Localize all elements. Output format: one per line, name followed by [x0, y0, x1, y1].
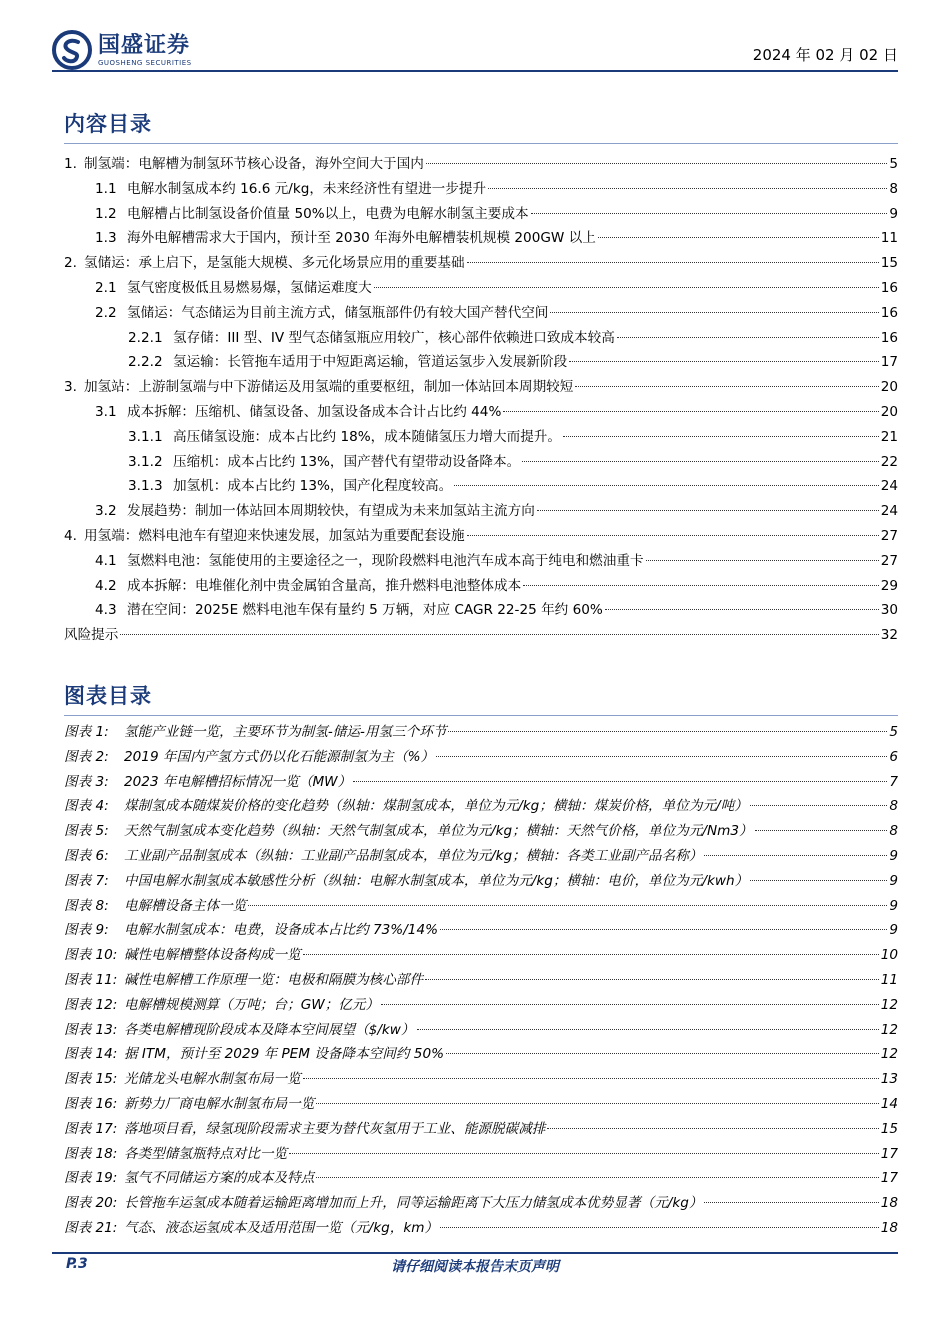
entry-page: 11: [880, 230, 898, 247]
entry-title: 氢运输：长管拖车适用于中短距离运输，管道运氢步入发展新阶段: [173, 354, 568, 371]
dot-leader: [575, 385, 878, 387]
dot-leader: [417, 1028, 879, 1030]
entry-page: 9: [889, 922, 898, 939]
entry-title: 光储龙头电解水制氢布局一览: [124, 1071, 301, 1088]
toc-entry[interactable]: [64, 598, 898, 623]
entry-number: 图表 10:: [64, 947, 118, 964]
figures-list: [64, 720, 898, 1241]
entry-number: 图表 3:: [64, 773, 109, 790]
entry-title: 中国电解水制氢成本敏感性分析（纵轴：电解水制氢成本，单位为元/kg；横轴：电价，单位为元/kwh）: [124, 872, 749, 889]
entry-page: 17: [880, 354, 898, 371]
dot-leader: [303, 1077, 879, 1079]
entry-page: 16: [880, 329, 898, 346]
toc-entry[interactable]: [64, 375, 898, 400]
entry-page: 12: [880, 1021, 898, 1038]
figure-entry[interactable]: [64, 1166, 898, 1191]
toc-title-divider: [64, 143, 898, 144]
entry-page: 20: [880, 379, 898, 396]
toc-entry[interactable]: [64, 177, 898, 202]
entry-page: 15: [880, 1120, 898, 1137]
entry-title: 潜在空间：2025E 燃料电池车保有量约 5 万辆，对应 CAGR 22-25 年约 60%: [127, 602, 603, 619]
figure-entry[interactable]: [64, 918, 898, 943]
figure-entry[interactable]: [64, 1142, 898, 1167]
entry-number: 图表 1:: [64, 724, 109, 740]
dot-leader: [646, 559, 879, 561]
toc-entry[interactable]: [64, 251, 898, 276]
entry-number: 图表 14:: [64, 1046, 118, 1063]
entry-title: 电解槽规模测算（万吨；台；GW；亿元）: [124, 996, 380, 1013]
dot-leader: [617, 336, 879, 338]
toc-entry[interactable]: [64, 301, 898, 326]
dot-leader: [750, 879, 887, 881]
entry-page: 30: [880, 602, 898, 619]
entry-title: 用氢端：燃料电池车有望迎来快速发展，加氢站为重要配套设施: [84, 527, 465, 544]
figure-entry[interactable]: [64, 745, 898, 770]
entry-title: 成本拆解：电堆催化剂中贵金属铂含量高，推升燃料电池整体成本: [127, 577, 522, 594]
dot-leader: [381, 1003, 879, 1005]
entry-number: 图表 17:: [64, 1120, 118, 1137]
entry-page: 5: [889, 156, 898, 172]
dot-leader: [537, 509, 879, 511]
entry-page: 22: [880, 453, 898, 470]
entry-page: 24: [880, 503, 898, 520]
entry-title: 海外电解槽需求大于国内，预计至 2030 年海外电解槽装机规模 200GW 以上: [127, 230, 596, 247]
entry-number: 4.: [64, 527, 77, 544]
entry-title: 新势力厂商电解水制氢布局一览: [124, 1095, 315, 1112]
entry-page: 8: [889, 823, 898, 840]
entry-page: 20: [880, 403, 898, 420]
entry-title: 发展趋势：制加一体站回本周期较快，有望成为未来加氢站主流方向: [127, 503, 535, 520]
dot-leader: [523, 584, 878, 586]
toc-entry[interactable]: [64, 574, 898, 599]
entry-number: 图表 2:: [64, 748, 109, 765]
entry-number: 图表 7:: [64, 872, 109, 889]
dot-leader: [120, 633, 878, 635]
entry-number: 4.3: [95, 602, 117, 619]
dot-leader: [316, 1102, 878, 1104]
dot-leader: [704, 854, 887, 856]
figure-entry[interactable]: [64, 844, 898, 869]
entry-number: 4.1: [95, 552, 117, 569]
toc-title: 内容目录: [64, 112, 152, 136]
entry-title: 电解槽占比制氢设备价值量 50%以上，电费为电解水制氢主要成本: [127, 205, 529, 222]
entry-number: 4.2: [95, 577, 117, 594]
entry-title: 压缩机：成本占比约 13%，国产替代有望带动设备降本。: [173, 453, 521, 470]
figure-entry[interactable]: [64, 1092, 898, 1117]
entry-page: 10: [880, 947, 898, 964]
toc-entry[interactable]: [64, 524, 898, 549]
entry-title: 成本拆解：压缩机、储氢设备、加氢设备成本合计占比约 44%: [127, 403, 502, 420]
figure-entry[interactable]: [64, 819, 898, 844]
toc-entry[interactable]: [64, 152, 898, 177]
dot-leader: [467, 261, 879, 263]
entry-title: 2019 年国内产氢方式仍以化石能源制氢为主（%）: [124, 748, 435, 765]
figures-title-divider: [64, 715, 898, 716]
entry-number: 图表 13:: [64, 1021, 118, 1038]
entry-title: 氢能产业链一览，主要环节为制氢-储运-用氢三个环节: [124, 724, 447, 740]
dot-leader: [569, 360, 878, 362]
company-logo: [52, 30, 192, 70]
entry-page: 13: [880, 1071, 898, 1088]
entry-title: 氢燃料电池：氢能使用的主要途径之一，现阶段燃料电池汽车成本高于纯电和燃油重卡: [127, 552, 644, 569]
entry-title: 氢气不同储运方案的成本及特点: [124, 1170, 315, 1187]
dot-leader: [436, 755, 887, 757]
entry-page: 17: [880, 1145, 898, 1162]
entry-page: 21: [880, 428, 898, 445]
entry-page: 18: [880, 1219, 898, 1236]
toc-entry[interactable]: [64, 623, 898, 648]
entry-number: 图表 12:: [64, 996, 118, 1013]
guosheng-logo-icon: [52, 30, 92, 70]
entry-title: 加氢机：成本占比约 13%，国产化程度较高。: [173, 478, 453, 495]
entry-title: 落地项目看，绿氢现阶段需求主要为替代灰氢用于工业、能源脱碳减排: [124, 1120, 546, 1137]
company-name-cn: 国盛证券: [98, 32, 191, 58]
entry-page: 17: [880, 1170, 898, 1187]
entry-page: 16: [880, 279, 898, 296]
dot-leader: [531, 212, 888, 214]
entry-title: 风险提示: [64, 627, 119, 644]
dot-leader: [448, 730, 887, 732]
figure-entry[interactable]: [64, 770, 898, 795]
entry-page: 7: [889, 773, 898, 790]
entry-number: 图表 15:: [64, 1071, 118, 1088]
entry-number: 3.1.1: [128, 428, 163, 445]
entry-page: 11: [880, 971, 898, 988]
report-date: 2024 年 02 月 02 日: [752, 46, 898, 64]
entry-number: 3.2: [95, 503, 117, 520]
toc-entry[interactable]: [64, 276, 898, 301]
dot-leader: [605, 608, 879, 610]
entry-page: 12: [880, 1046, 898, 1063]
entry-title: 据 ITM，预计至 2029 年 PEM 设备降本空间约 50%: [124, 1046, 445, 1063]
toc-entry[interactable]: [64, 326, 898, 351]
entry-page: 29: [880, 577, 898, 594]
entry-number: 2.2.2: [128, 354, 163, 371]
dot-leader: [755, 829, 888, 831]
entry-page: 27: [880, 552, 898, 569]
company-name-en: GUOSHENG SECURITIES: [98, 58, 192, 67]
entry-page: 6: [889, 748, 898, 765]
entry-number: 图表 9:: [64, 922, 109, 939]
entry-title: 制氢端：电解槽为制氢环节核心设备，海外空间大于国内: [84, 156, 424, 172]
entry-title: 各类电解槽现阶段成本及降本空间展望（$/kw）: [124, 1021, 415, 1038]
toc-entry[interactable]: [64, 474, 898, 499]
figure-entry[interactable]: [64, 943, 898, 968]
entry-number: 图表 16:: [64, 1095, 118, 1112]
entry-page: 14: [880, 1095, 898, 1112]
entry-number: 3.1: [95, 403, 117, 420]
toc-entry[interactable]: [64, 350, 898, 375]
entry-number: 图表 18:: [64, 1145, 118, 1162]
toc-entry[interactable]: [64, 425, 898, 450]
entry-page: 8: [889, 798, 898, 815]
entry-title: 天然气制氢成本变化趋势（纵轴：天然气制氢成本，单位为元/kg；横轴：天然气价格，单位为元/Nm3）: [124, 823, 753, 840]
entry-page: 15: [880, 255, 898, 272]
dot-leader: [503, 410, 878, 412]
dot-leader: [425, 978, 879, 980]
entry-title: 氢储运：气态储运为目前主流方式，储氢瓶部件仍有较大国产替代空间: [127, 304, 549, 321]
figure-entry[interactable]: [64, 1042, 898, 1067]
page-number: P.3: [66, 1256, 88, 1272]
toc-entry[interactable]: [64, 450, 898, 475]
figure-entry[interactable]: [64, 1117, 898, 1142]
figure-entry[interactable]: [64, 1191, 898, 1216]
entry-title: 氢储运：承上启下，是氢能大规模、多元化场景应用的重要基础: [84, 255, 465, 272]
entry-number: 图表 5:: [64, 823, 109, 840]
entry-page: 5: [889, 724, 898, 740]
entry-number: 2.1: [95, 279, 117, 296]
entry-number: 图表 20:: [64, 1195, 118, 1212]
entry-title: 氢气密度极低且易燃易爆，氢储运难度大: [127, 279, 372, 296]
page-header: [52, 28, 898, 72]
entry-number: 1.2: [95, 205, 117, 222]
entry-title: 碱性电解槽整体设备构成一览: [124, 947, 301, 964]
entry-title: 电解水制氢成本：电费，设备成本占比约 73%/14%: [124, 922, 439, 939]
dot-leader: [248, 904, 887, 906]
dot-leader: [289, 1152, 879, 1154]
entry-title: 电解水制氢成本约 16.6 元/kg，未来经济性有望进一步提升: [127, 180, 487, 197]
toc-entry[interactable]: [64, 400, 898, 425]
dot-leader: [467, 534, 879, 536]
entry-title: 气态、液态运氢成本及适用范围一览（元/kg，km）: [124, 1219, 439, 1236]
entry-title: 碱性电解槽工作原理一览：电极和隔膜为核心部件: [124, 971, 424, 988]
toc-entry[interactable]: [64, 202, 898, 227]
toc-entry[interactable]: [64, 549, 898, 574]
dot-leader: [440, 1226, 879, 1228]
dot-leader: [550, 311, 878, 313]
figure-entry[interactable]: [64, 894, 898, 919]
toc-list: [64, 152, 898, 648]
figure-entry[interactable]: [64, 720, 898, 745]
entry-page: 9: [889, 847, 898, 864]
dot-leader: [353, 780, 887, 782]
entry-page: 8: [889, 180, 898, 197]
figure-entry[interactable]: [64, 1216, 898, 1241]
entry-title: 各类型储氢瓶特点对比一览: [124, 1145, 288, 1162]
dot-leader: [750, 804, 888, 806]
entry-title: 氢存储：III 型、IV 型气态储氢瓶应用较广，核心部件依赖进口致成本较高: [173, 329, 615, 346]
dot-leader: [547, 1127, 878, 1129]
entry-number: 1.3: [95, 230, 117, 247]
dot-leader: [303, 953, 879, 955]
footer-disclaimer: 请仔细阅读本报告末页声明: [391, 1259, 559, 1275]
entry-number: 3.1.2: [128, 453, 163, 470]
entry-title: 工业副产品制氢成本（纵轴：工业副产品制氢成本，单位为元/kg；横轴：各类工业副产品名称）: [124, 847, 703, 864]
entry-title: 电解槽设备主体一览: [124, 897, 247, 914]
toc-entry[interactable]: [64, 226, 898, 251]
entry-page: 24: [880, 478, 898, 495]
figures-title: 图表目录: [64, 684, 152, 708]
entry-number: 图表 19:: [64, 1170, 118, 1187]
entry-number: 图表 8:: [64, 897, 109, 914]
dot-leader: [316, 1176, 878, 1178]
entry-number: 2.2: [95, 304, 117, 321]
entry-page: 12: [880, 996, 898, 1013]
entry-page: 9: [889, 205, 898, 222]
entry-number: 2.: [64, 255, 77, 272]
figure-entry[interactable]: [64, 968, 898, 993]
entry-number: 1.1: [95, 180, 117, 197]
entry-page: 16: [880, 304, 898, 321]
footer-divider: [52, 1252, 898, 1254]
figure-entry[interactable]: [64, 794, 898, 819]
dot-leader: [426, 162, 888, 164]
entry-title: 高压储氢设施：成本占比约 18%，成本随储氢压力增大而提升。: [173, 428, 561, 445]
entry-page: 9: [889, 872, 898, 889]
dot-leader: [374, 286, 879, 288]
entry-number: 1.: [64, 156, 77, 172]
entry-number: 图表 21:: [64, 1219, 118, 1236]
figure-entry[interactable]: [64, 1018, 898, 1043]
figure-entry[interactable]: [64, 1067, 898, 1092]
dot-leader: [454, 484, 878, 486]
dot-leader: [704, 1201, 878, 1203]
entry-number: 3.1.3: [128, 478, 163, 495]
entry-number: 2.2.1: [128, 329, 163, 346]
dot-leader: [563, 435, 879, 437]
figure-entry[interactable]: [64, 993, 898, 1018]
entry-title: 煤制氢成本随煤炭价格的变化趋势（纵轴：煤制氢成本，单位为元/kg；横轴：煤炭价格，单位为元/吨）: [124, 798, 748, 815]
dot-leader: [488, 187, 887, 189]
header-divider: [52, 70, 898, 72]
dot-leader: [446, 1052, 879, 1054]
entry-page: 32: [880, 627, 898, 644]
dot-leader: [440, 928, 887, 930]
entry-number: 图表 6:: [64, 847, 109, 864]
toc-entry[interactable]: [64, 499, 898, 524]
dot-leader: [522, 460, 878, 462]
entry-title: 长管拖车运氢成本随着运输距离增加而上升，同等运输距离下大压力储氢成本优势显著（元/kg）: [124, 1195, 703, 1212]
entry-page: 9: [889, 897, 898, 914]
entry-title: 加氢站：上游制氢端与中下游储运及用氢端的重要枢纽，制加一体站回本周期较短: [84, 379, 574, 396]
figure-entry[interactable]: [64, 869, 898, 894]
entry-number: 图表 4:: [64, 798, 109, 815]
entry-title: 2023 年电解槽招标情况一览（MW）: [124, 773, 352, 790]
dot-leader: [598, 236, 879, 238]
entry-page: 18: [880, 1195, 898, 1212]
entry-number: 图表 11:: [64, 971, 118, 988]
entry-page: 27: [880, 527, 898, 544]
entry-number: 3.: [64, 379, 77, 396]
